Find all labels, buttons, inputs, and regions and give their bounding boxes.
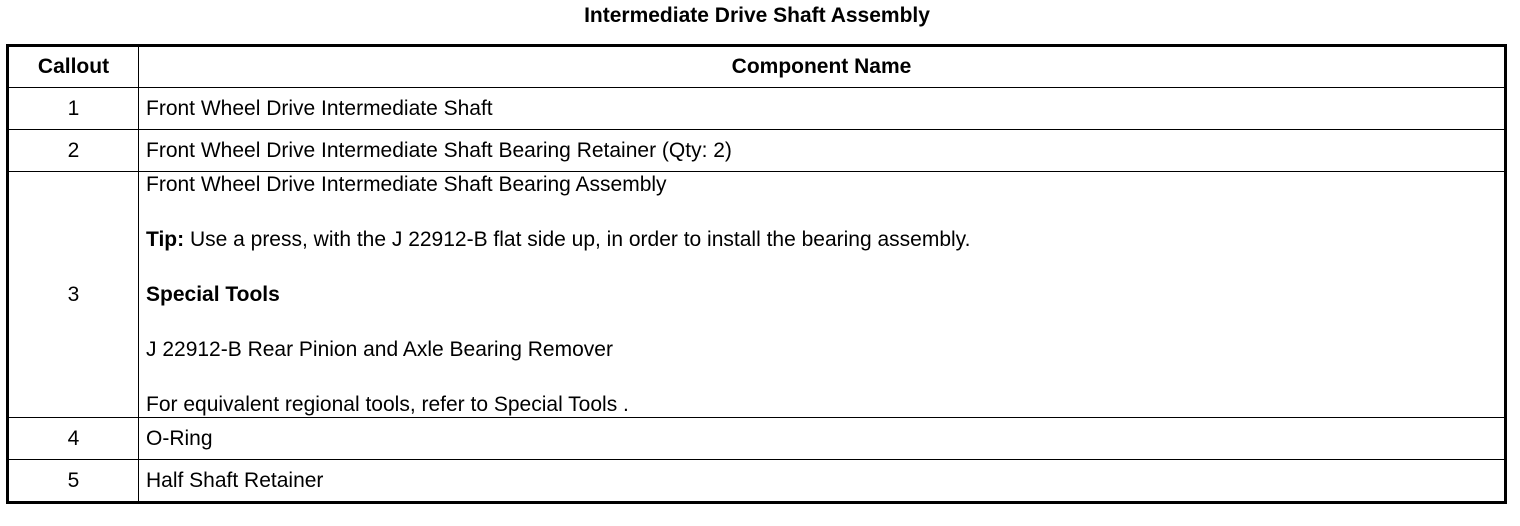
special-tools-heading: Special Tools: [146, 283, 280, 306]
callout-cell: 1: [8, 88, 139, 130]
table-row: [8, 418, 1506, 460]
table-row: [8, 172, 1506, 418]
component-details-cell: [139, 172, 1506, 418]
table-row: [8, 460, 1506, 503]
component-name-cell: Front Wheel Drive Intermediate Shaft: [139, 88, 1506, 130]
table-header-row: [8, 46, 1506, 88]
component-name: Front Wheel Drive Intermediate Shaft Bearing Assembly: [146, 173, 667, 196]
tip-label: Tip:: [146, 228, 185, 251]
callout-cell: 3: [8, 172, 139, 418]
table-row: [8, 88, 1506, 130]
component-name-cell: Half Shaft Retainer: [139, 460, 1506, 503]
callout-column-header: Callout: [8, 46, 139, 88]
callout-cell: 4: [8, 418, 139, 460]
callout-cell: 5: [8, 460, 139, 503]
table-row: [8, 130, 1506, 172]
page-title: Intermediate Drive Shaft Assembly: [584, 4, 930, 27]
components-table: [6, 44, 1507, 504]
special-tool-item: J 22912-B Rear Pinion and Axle Bearing Remover: [146, 338, 613, 361]
tip-note: [146, 227, 1497, 252]
regional-tools-note: For equivalent regional tools, refer to Special Tools .: [146, 393, 629, 416]
tip-text: Use a press, with the J 22912-B flat side up, in order to install the bearing assembly.: [184, 228, 971, 251]
component-name-cell: O-Ring: [139, 418, 1506, 460]
component-name-column-header: Component Name: [139, 46, 1506, 88]
component-name-cell: Front Wheel Drive Intermediate Shaft Bearing Retainer (Qty: 2): [139, 130, 1506, 172]
callout-cell: 2: [8, 130, 139, 172]
